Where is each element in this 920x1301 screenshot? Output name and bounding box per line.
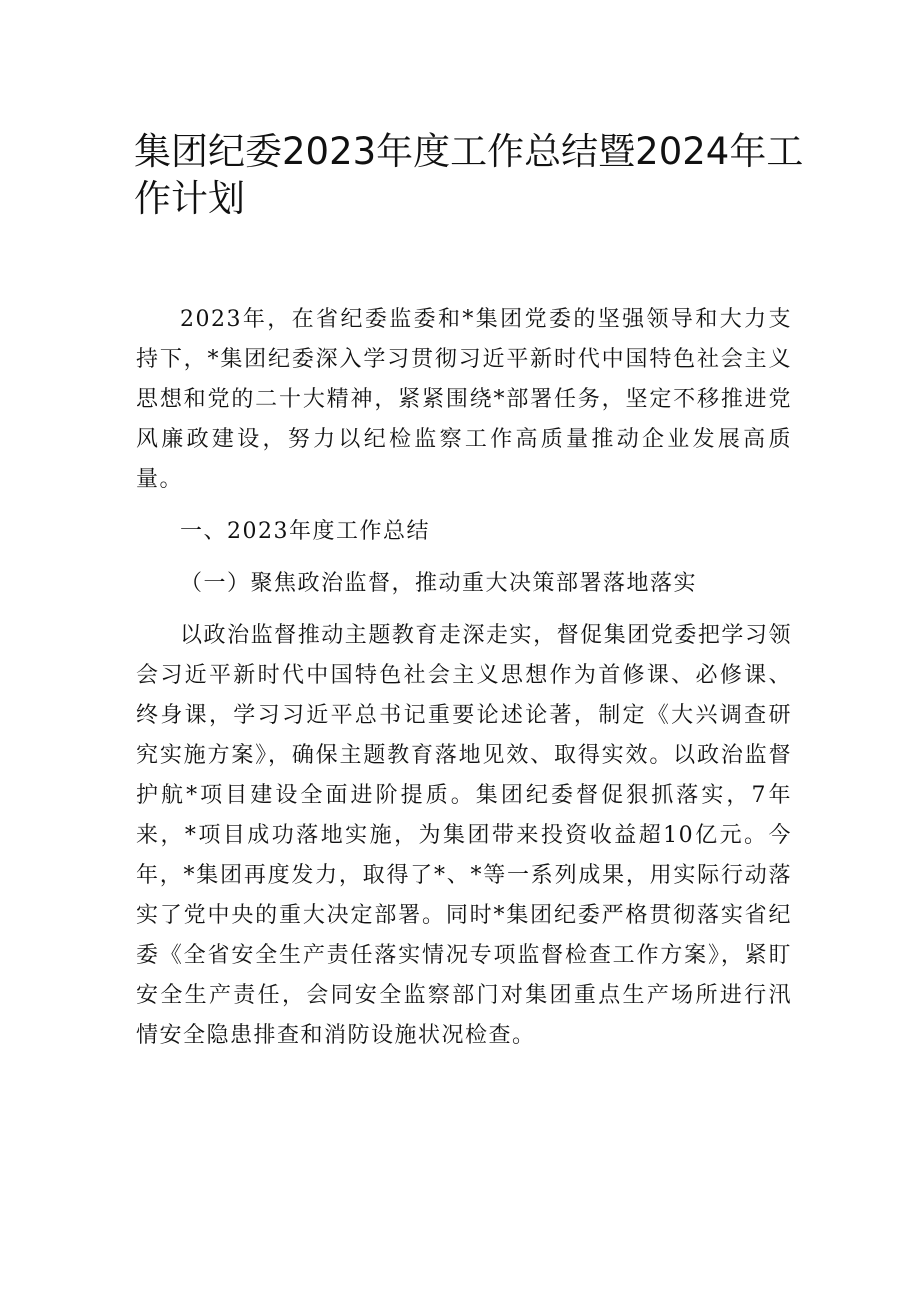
subsection-heading-1: （一）聚焦政治监督，推动重大决策部署落地落实 [180,571,698,596]
document-title: 集团纪委2023年度工作总结暨2024年工作计划 [134,130,804,220]
document-body [136,300,792,1056]
section-heading-1: 一、2023年度工作总结 [180,519,430,544]
intro-paragraph: 2023年，在省纪委监委和*集团党委的坚强领导和大力支持下，*集团纪委深入学习贯彻习近平新时代中国特色社会主义思想和党的二十大精神，紧紧围绕*部署任务，坚定不移推进党风廉政建设，努力以纪检监察工作高质量推动企业发展高质量。 [136,307,792,492]
subsection-1-paragraph: 以政治监督推动主题教育走深走实，督促集团党委把学习领会习近平新时代中国特色社会主义思想作为首修课、必修课、终身课，学习习近平总书记重要论述论著，制定《大兴调查研究实施方案》，确保主题教育落地见效、取得实效。以政治监督护航*项目建设全面进阶提质。集团纪委督促狠抓落实，7年来，*项目成功落地实施，为集团带来投资收益超10亿元。今年，*集团再度发力，取得了*、*等一系列成果，用实际行动落实了党中央的重大决定部署。同时*集团纪委严格贯彻落实省纪委《全省安全生产责任落实情况专项监督检查工作方案》，紧盯安全生产责任，会同安全监察部门对集团重点生产场所进行汛情安全隐患排查和消防设施状况检查。 [136,623,792,1048]
